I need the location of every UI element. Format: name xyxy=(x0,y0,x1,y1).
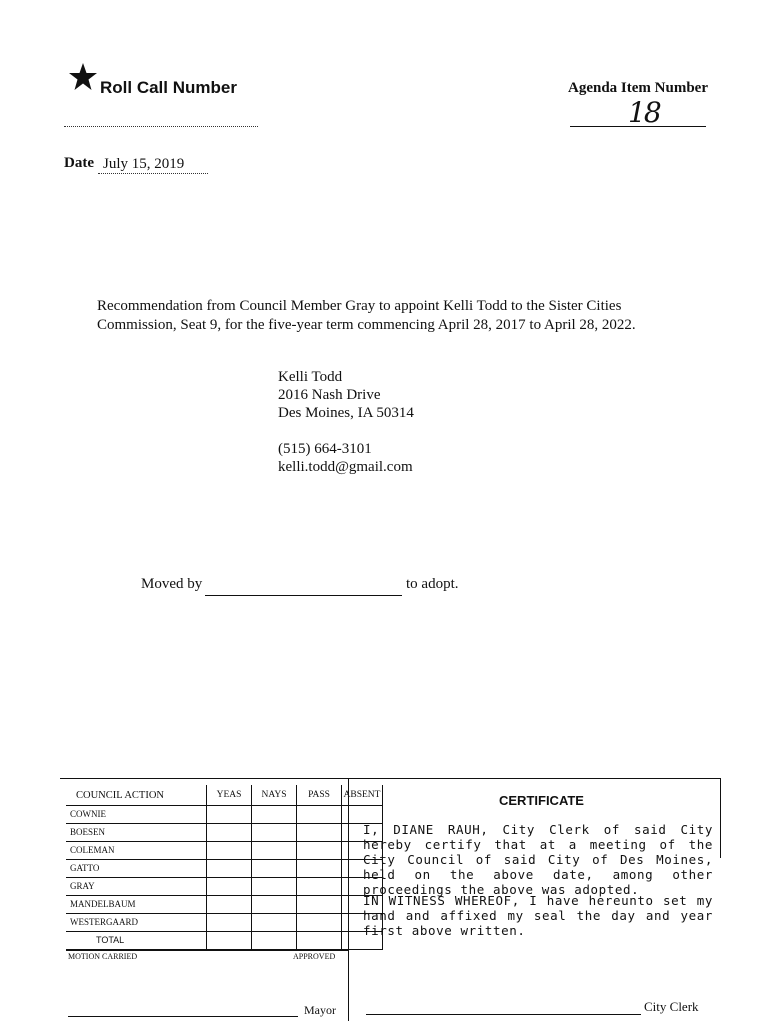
city-clerk-signature-line xyxy=(366,1014,641,1015)
moved-by-suffix: to adopt. xyxy=(406,576,459,592)
city-clerk-label: City Clerk xyxy=(644,999,699,1014)
vote-cell xyxy=(297,896,342,914)
certificate-title: CERTIFICATE xyxy=(499,793,584,808)
moved-by-field xyxy=(205,595,402,596)
table-row xyxy=(66,824,383,842)
appointee-phone: (515) 664-3101 xyxy=(278,441,372,457)
vote-cell xyxy=(207,860,252,878)
table-row xyxy=(66,914,383,932)
mayor-label: Mayor xyxy=(304,1003,336,1017)
vote-cell xyxy=(252,896,297,914)
vote-cell xyxy=(297,914,342,932)
certificate-paragraph: I, DIANE RAUH, City Clerk of said City hereby certify that at a meeting of the City Council of said City of Des Moines, held on the above date, among other proceedings the above was adopted. xyxy=(363,822,713,897)
vote-cell xyxy=(252,860,297,878)
vote-cell xyxy=(207,914,252,932)
vote-cell xyxy=(342,806,383,824)
vote-cell xyxy=(207,932,252,950)
divider xyxy=(66,950,348,951)
vote-cell xyxy=(297,824,342,842)
motion-carried-label: MOTION CARRIED xyxy=(68,952,138,961)
vote-cell xyxy=(297,932,342,950)
council-action-table xyxy=(66,785,383,950)
member-name: BOESEN xyxy=(66,824,207,842)
member-name: COWNIE xyxy=(66,806,207,824)
table-row xyxy=(66,806,383,824)
member-name: GATTO xyxy=(66,860,207,878)
column-header-yeas: YEAS xyxy=(207,785,252,806)
vote-cell xyxy=(252,878,297,896)
roll-call-number-label: Roll Call Number xyxy=(100,78,237,97)
member-name: WESTERGAARD xyxy=(66,914,207,932)
vote-cell xyxy=(207,842,252,860)
member-name: MANDELBAUM xyxy=(66,896,207,914)
column-header-pass: PASS xyxy=(297,785,342,806)
agenda-item-value: 18 xyxy=(628,96,660,129)
divider xyxy=(60,778,720,779)
appointee-street: 2016 Nash Drive xyxy=(278,387,381,403)
vote-cell xyxy=(207,824,252,842)
appointee-city: Des Moines, IA 50314 xyxy=(278,405,414,421)
total-label: TOTAL xyxy=(66,932,207,950)
roll-call-number-field xyxy=(64,126,258,127)
column-header-absent: ABSENT xyxy=(342,785,383,806)
vote-cell xyxy=(297,878,342,896)
mayor-signature-line xyxy=(68,1016,298,1017)
recommendation-text: Recommendation from Council Member Gray to appoint Kelli Todd to the Sister Cities Commission, Seat 9, for the five-year term commencing April 28, 2017 to April 28, 2022. xyxy=(97,298,636,333)
council-action-header: COUNCIL ACTION xyxy=(66,785,207,806)
divider xyxy=(720,778,721,858)
vote-cell xyxy=(252,914,297,932)
appointee-name: Kelli Todd xyxy=(278,369,343,385)
vote-cell xyxy=(297,806,342,824)
column-header-nays: NAYS xyxy=(252,785,297,806)
vote-cell xyxy=(252,806,297,824)
vote-cell xyxy=(252,842,297,860)
vote-cell xyxy=(252,824,297,842)
table-row-total xyxy=(66,932,383,950)
vote-cell xyxy=(207,896,252,914)
agenda-item-label: Agenda Item Number xyxy=(568,80,708,96)
moved-by-label: Moved by xyxy=(141,576,203,592)
date-value: July 15, 2019 xyxy=(98,155,208,174)
date-label: Date xyxy=(64,155,94,171)
table-row xyxy=(66,860,383,878)
vote-cell xyxy=(297,842,342,860)
star-icon xyxy=(68,62,98,92)
appointee-email: kelli.todd@gmail.com xyxy=(278,459,413,475)
vote-cell xyxy=(207,878,252,896)
approved-label: APPROVED xyxy=(293,952,336,961)
member-name: COLEMAN xyxy=(66,842,207,860)
table-header-row xyxy=(66,785,383,806)
vote-cell xyxy=(252,932,297,950)
vote-cell xyxy=(207,806,252,824)
agenda-item-underline xyxy=(570,126,706,127)
table-row xyxy=(66,896,383,914)
table-row xyxy=(66,842,383,860)
member-name: GRAY xyxy=(66,878,207,896)
table-row xyxy=(66,878,383,896)
vote-cell xyxy=(297,860,342,878)
certificate-paragraph: IN WITNESS WHEREOF, I have hereunto set my hand and affixed my seal the day and year first above written. xyxy=(363,893,713,938)
